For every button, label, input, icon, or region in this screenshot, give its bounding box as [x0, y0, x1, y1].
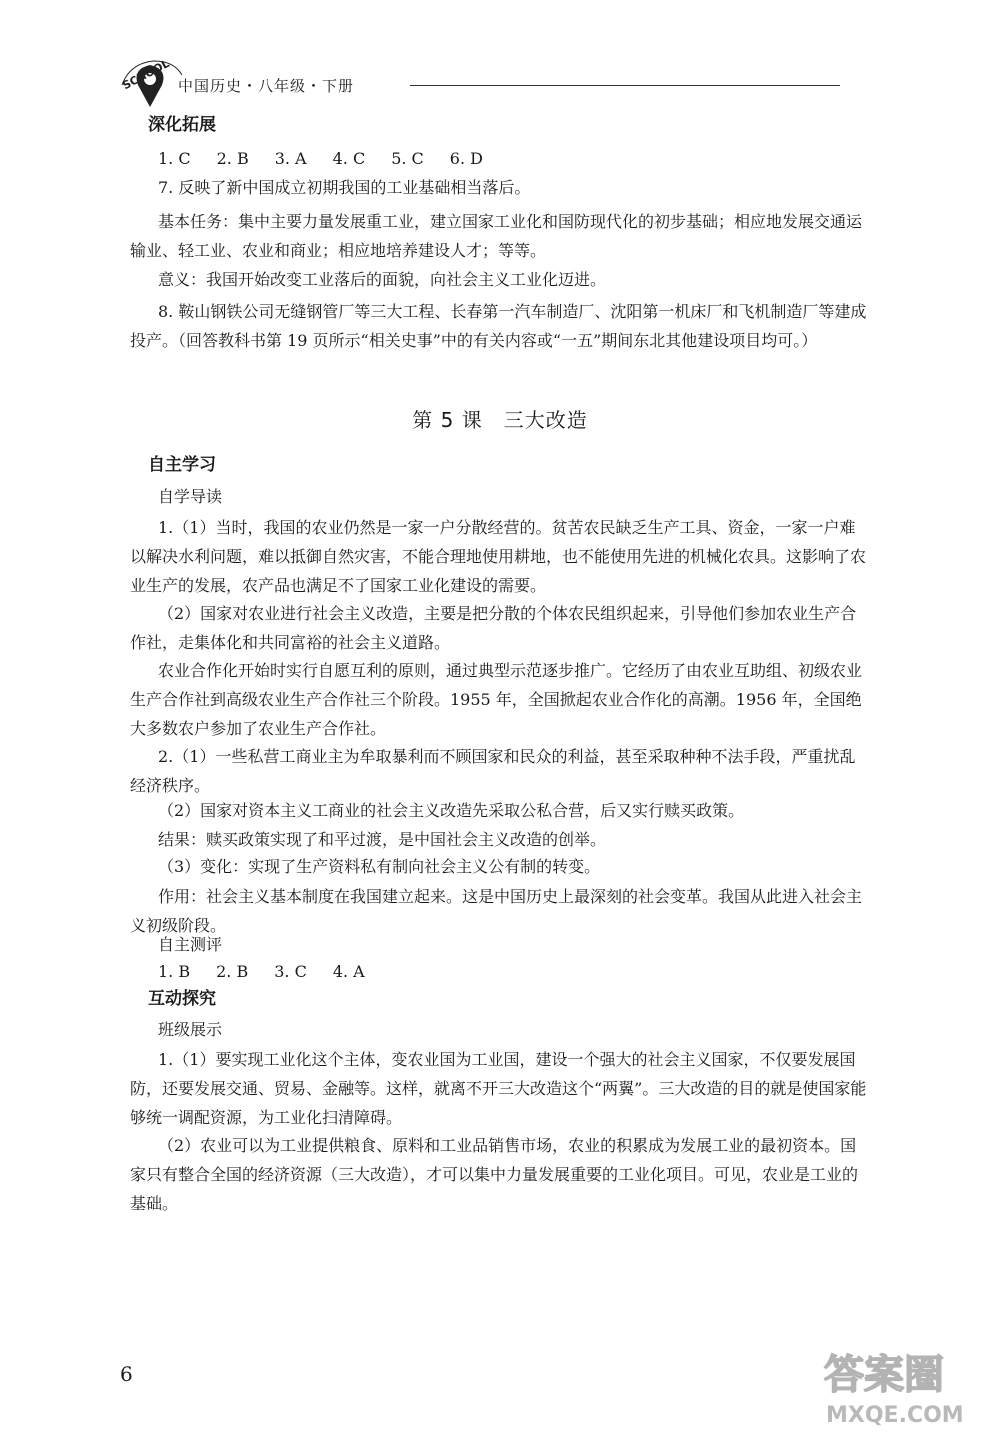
answer-item: 2. B — [216, 962, 249, 981]
meaning-paragraph: 意义：我国开始改变工业落后的面貌，向社会主义工业化迈进。 — [158, 270, 607, 289]
answer-2-2: （2）国家对资本主义工商业的社会主义改造先采取公私合营，后又实行赎买政策。 — [158, 801, 745, 820]
answer-1-1: 1.（1）当时，我国的农业仍然是一家一户分散经营的。贫苦农民缺乏生产工具、资金，一家一户难以解决水利问题，难以抵御自然灾害，不能合理地使用耕地，也不能使用先进的机械化农具。这影响了农业生产的发展，农产品也满足不了国家工业化建设的需要。 — [130, 518, 867, 595]
header-divider — [410, 85, 840, 86]
answer-item: 5. C — [391, 149, 424, 168]
interactive-answer-2: （2）农业可以为工业提供粮食、原料和工业品销售市场，农业的积累成为发展工业的最初资本。国家只有整合全国的经济资源（三大改造），才可以集中力量发展重要的工业化项目。可见，农业是工业的基础。 — [130, 1136, 859, 1213]
lesson-title: 第 5 课 三大改造 — [412, 408, 588, 432]
basic-task-paragraph: 基本任务：集中主要力量发展重工业，建立国家工业化和国防现代化的初步基础；相应地发展交通运输业、轻工业、农业和商业；相应地培养建设人才；等等。 — [130, 212, 863, 260]
page-number: 6 — [120, 1362, 133, 1386]
answer-8: 8. 鞍山钢铁公司无缝钢管厂等三大工程、长春第一汽车制造厂、沈阳第一机床厂和飞机制造厂等建成投产。（回答教科书第 19 页所示“相关史事”中的有关内容或“一五”期间东北其他建设项目均可。） — [130, 302, 867, 350]
answer-item: 6. D — [449, 149, 483, 168]
section-heading-self-study: 自主学习 — [148, 455, 216, 475]
answer-item: 1. B — [158, 962, 191, 981]
watermark-icon — [818, 1340, 993, 1430]
answer-2-1: 2.（1）一些私营工商业主为牟取暴利而不顾国家和民众的利益，甚至采取种种不法手段，严重扰乱经济秩序。 — [130, 747, 856, 795]
answer-item: 4. A — [332, 962, 365, 981]
interactive-answer-1: 1.（1）要实现工业化这个主体，变农业国为工业国，建设一个强大的社会主义国家，不仅要发展国防，还要发展交通、贸易、金融等。这样，就离不开三大改造这个“两翼”。三大改造的目的就是使国家能够统一调配资源，为工业化扫清障碍。 — [130, 1050, 867, 1127]
section-heading-interactive: 互动探究 — [148, 989, 216, 1009]
answer-7: 7. 反映了新中国成立初期我国的工业基础相当落后。 — [158, 178, 531, 197]
answer-row-extension — [158, 147, 509, 170]
answer-item: 4. C — [332, 149, 366, 168]
answer-2-3: （3）变化：实现了生产资料私有制向社会主义公有制的转变。 — [158, 857, 601, 876]
watermark-glyphs: 答案圈 — [824, 1352, 944, 1398]
subheading-class-display: 班级展示 — [158, 1020, 223, 1039]
answer-row-self-assessment — [158, 960, 391, 983]
answer-item: 3. C — [274, 962, 307, 981]
subheading-self-assessment: 自主测评 — [158, 935, 223, 954]
book-title: 中国历史・八年级・下册 — [178, 77, 355, 95]
answer-item: 2. B — [216, 149, 249, 168]
answer-item: 1. C — [158, 149, 191, 168]
watermark-site: MXQE.COM — [826, 1403, 964, 1428]
answer-item: 3. A — [274, 149, 307, 168]
effect-paragraph: 作用：社会主义基本制度在我国建立起来。这是中国历史上最深刻的社会变革。我国从此进入社会主义初级阶段。 — [130, 887, 863, 935]
logo-text: SCHOOL — [120, 56, 172, 93]
subheading-self-guided-reading: 自学导读 — [158, 487, 223, 506]
page-header — [110, 55, 850, 115]
answer-1-3: 农业合作化开始时实行自愿互利的原则，通过典型示范逐步推广。它经历了由农业互助组、初级农业生产合作社到高级农业生产合作社三个阶段。1955 年，全国掀起农业合作化的高潮。1956 年，全国绝大多数农户参加了农业生产合作社。 — [130, 661, 863, 738]
answer-1-2: （2）国家对农业进行社会主义改造，主要是把分散的个体农民组织起来，引导他们参加农业生产合作社，走集体化和共同富裕的社会主义道路。 — [130, 604, 857, 652]
result-paragraph: 结果：赎买政策实现了和平过渡，是中国社会主义改造的创举。 — [158, 830, 607, 849]
section-heading-extension: 深化拓展 — [148, 115, 216, 135]
